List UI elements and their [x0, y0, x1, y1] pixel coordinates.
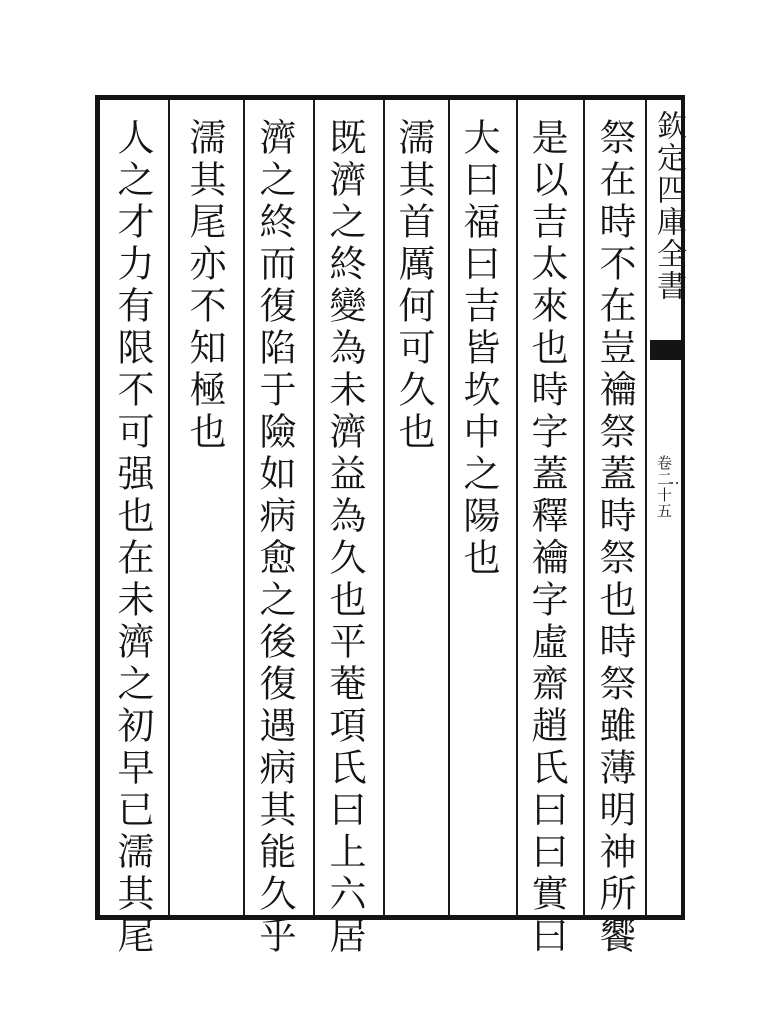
column-divider — [243, 100, 245, 915]
text-column: 濟之終而復陷于險如病愈之後復遇病其能久乎 — [253, 118, 296, 958]
column-divider — [583, 100, 585, 915]
column-divider — [516, 100, 518, 915]
column-divider — [313, 100, 315, 915]
fishtail-mark — [650, 340, 682, 360]
text-column: 濡其首厲何可久也 — [392, 118, 435, 454]
margin-volume-side: … — [668, 470, 686, 489]
column-divider — [168, 100, 170, 915]
text-column: 大曰福曰吉皆坎中之陽也 — [457, 118, 500, 580]
column-divider — [383, 100, 385, 915]
column-divider — [448, 100, 450, 915]
text-column: 是以吉太來也時字蓋釋禴字虛齋趙氏曰曰實曰 — [525, 118, 568, 958]
text-column: 人之才力有限不可强也在未濟之初早已濡其尾 — [111, 118, 154, 958]
text-column: 祭在時不在豈禴祭蓋時祭也時祭雖薄明神所饗 — [593, 118, 636, 958]
margin-title: 欽定四庫全書 — [651, 110, 686, 302]
margin-volume: 卷二十五 — [655, 455, 673, 519]
text-column: 濡其尾亦不知極也 — [183, 118, 226, 454]
text-column: 既濟之終變為未濟益為久也平菴項氏曰上六居 — [323, 118, 366, 958]
